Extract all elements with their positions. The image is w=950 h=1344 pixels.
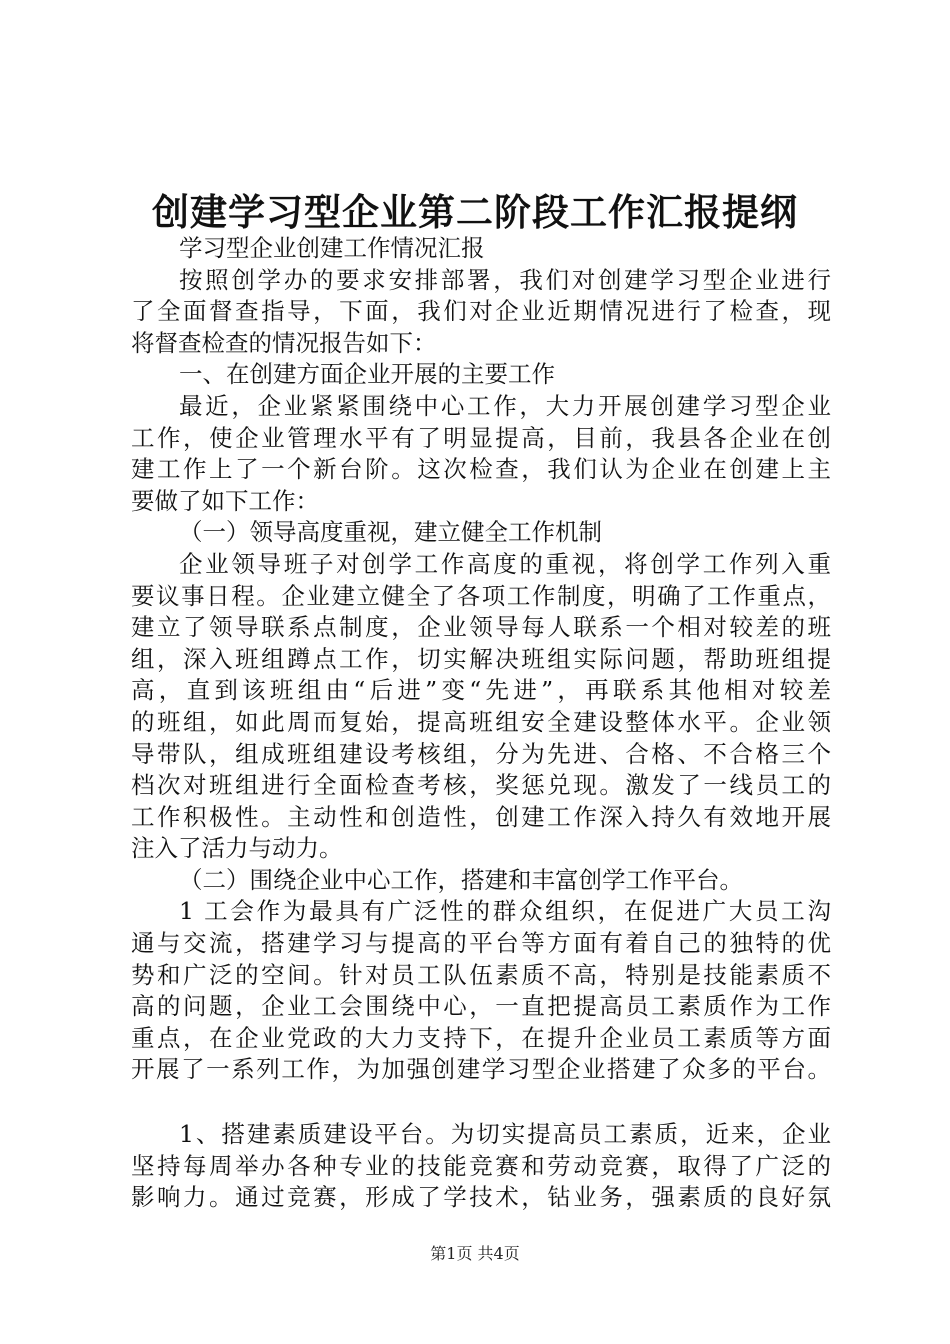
document-title: 创建学习型企业第二阶段工作汇报提纲	[152, 190, 798, 234]
paragraph-line: 1 工会作为最具有广泛性的群众组织，在促进广大员工沟	[179, 897, 831, 926]
paragraph-line: 最近，企业紧紧围绕中心工作，大力开展创建学习型企业	[179, 391, 831, 420]
paragraph-line: 将督查检查的情况报告如下：	[131, 328, 437, 357]
section-heading: 一、在创建方面企业开展的主要工作	[179, 360, 555, 389]
paragraph-gap	[131, 1086, 831, 1119]
subsection-heading: （二）围绕企业中心工作，搭建和丰富创学工作平台。	[179, 865, 743, 894]
paragraph-line: 高的问题，企业工会围绕中心，一直把提高员工素质作为工作	[131, 992, 831, 1021]
paragraph-line: 档次对班组进行全面检查考核，奖惩兑现。激发了一线员工的	[131, 771, 831, 800]
paragraph-line: 组，深入班组蹲点工作，切实解决班组实际问题，帮助班组提	[131, 644, 831, 673]
paragraph-line: 要议事日程。企业建立健全了各项工作制度，明确了工作重点，	[131, 581, 831, 610]
paragraph-line: 1、搭建素质建设平台。为切实提高员工素质，近来，企业	[179, 1120, 831, 1149]
paragraph-line: 工作积极性。主动性和创造性，创建工作深入持久有效地开展	[131, 802, 831, 831]
page-footer: 第1页 共4页	[430, 1244, 520, 1263]
paragraph-line: 导带队，组成班组建设考核组，分为先进、合格、不合格三个	[131, 739, 831, 768]
paragraph-line: 的班组，如此周而复始，提高班组安全建设整体水平。企业领	[131, 707, 831, 736]
paragraph-line: 了全面督查指导，下面，我们对企业近期情况进行了检查，现	[131, 297, 831, 326]
subsection-heading: （一）领导高度重视，建立健全工作机制	[179, 518, 602, 547]
subtitle-line: 学习型企业创建工作情况汇报	[179, 234, 485, 262]
paragraph-line: 坚持每周举办各种专业的技能竞赛和劳动竞赛，取得了广泛的	[131, 1151, 831, 1180]
paragraph-line: 建立了领导联系点制度，企业领导每人联系一个相对较差的班	[131, 613, 831, 642]
paragraph-line: 要做了如下工作：	[131, 486, 319, 515]
paragraph-line: 建工作上了一个新台阶。这次检查，我们认为企业在创建上主	[131, 455, 831, 484]
paragraph-line: 势和广泛的空间。针对员工队伍素质不高，特别是技能素质不	[131, 960, 831, 989]
paragraph-line: 注入了活力与动力。	[131, 834, 343, 863]
paragraph-line: 通与交流，搭建学习与提高的平台等方面有着自己的独特的优	[131, 929, 831, 958]
paragraph-line: 高，直到该班组由“后进”变“先进”，再联系其他相对较差	[131, 676, 831, 705]
paragraph-line: 企业领导班子对创学工作高度的重视，将创学工作列入重	[179, 549, 831, 578]
paragraph-line: 开展了一系列工作，为加强创建学习型企业搭建了众多的平台。	[131, 1055, 831, 1084]
document-body	[131, 233, 831, 1214]
paragraph-line: 影响力。通过竞赛，形成了学技术，钻业务，强素质的良好氛	[131, 1183, 831, 1212]
paragraph-line: 重点，在企业党政的大力支持下，在提升企业员工素质等方面	[131, 1023, 831, 1052]
paragraph-line: 工作，使企业管理水平有了明显提高，目前，我县各企业在创	[131, 423, 831, 452]
paragraph-line: 按照创学办的要求安排部署，我们对创建学习型企业进行	[179, 265, 831, 294]
